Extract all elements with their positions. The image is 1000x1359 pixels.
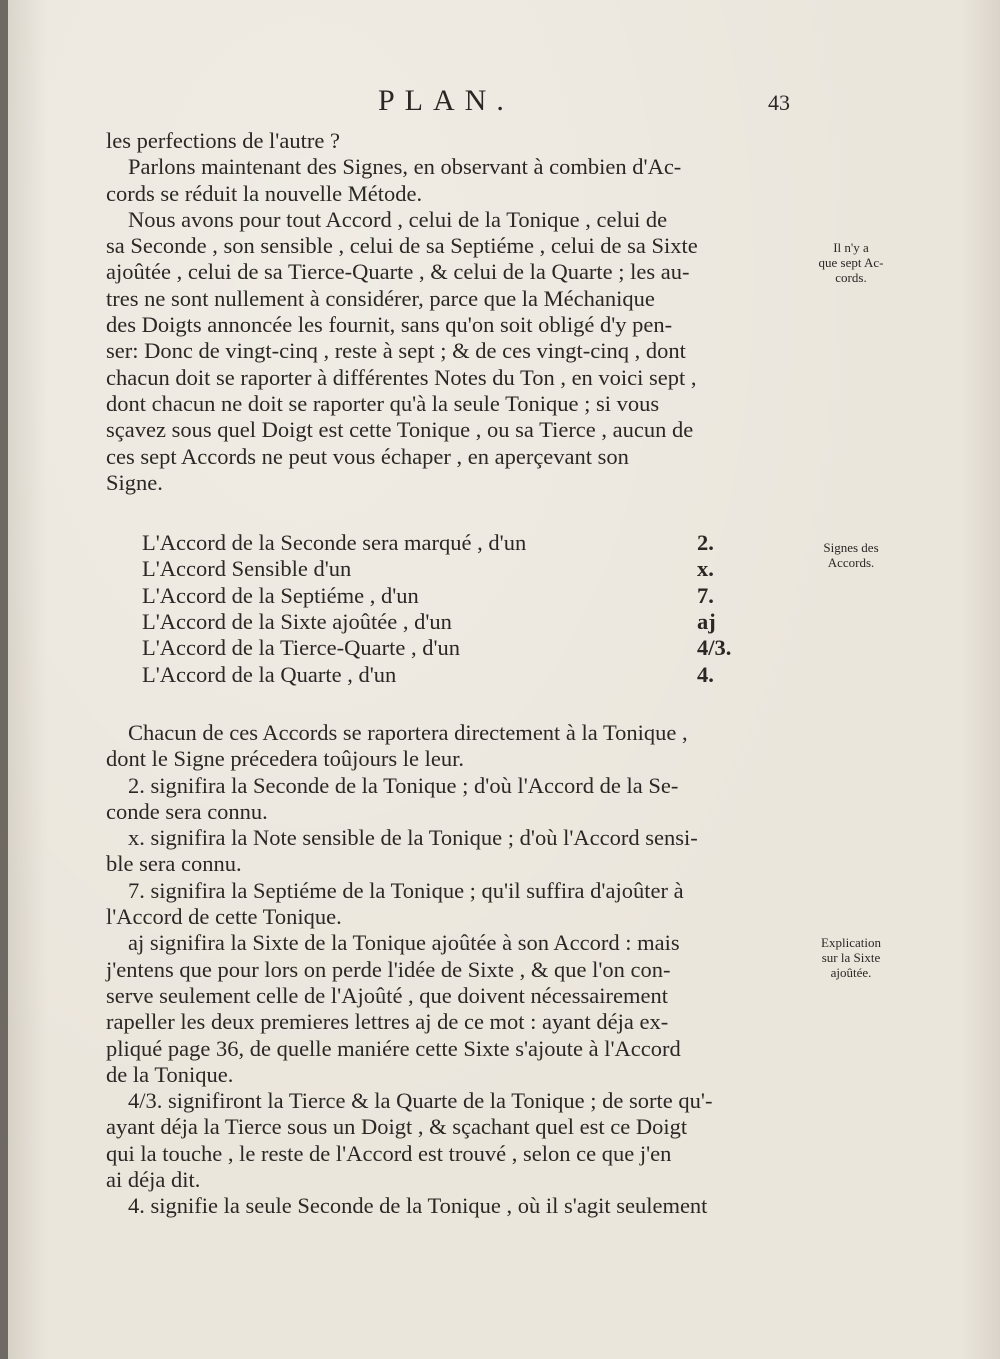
text-line: conde sera connu. [106,798,268,824]
text-line: des Doigts annoncée les fournit, sans qu'on soit obligé d'y pen- [106,312,673,338]
sign-value: 7. [697,582,714,608]
text-line: sa Seconde , son sensible , celui de sa Septiéme , celui de sa Sixte [106,233,698,259]
text-line: les perfections de l'autre ? [106,128,340,153]
text-line: ai déja dit. [106,1166,201,1192]
text-line: dont chacun ne doit se raporter qu'à la seule Tonique ; si vous [106,390,660,416]
sign-value: aj [697,609,716,635]
text-line: pliqué page 36, de quelle maniére cette Sixte s'ajoute à l'Accord [106,1035,681,1061]
paragraph [106,825,796,878]
text-line: ble sera connu. [106,851,242,877]
text-line: Signe. [106,469,163,495]
text-line: tres ne sont nullement à considérer, parce que la Méchanique [106,285,655,311]
text-line: ces sept Accords ne peut vous échaper , en aperçevant son [106,443,629,469]
margin-note [796,240,906,285]
text-line: 7. signifira la Septiéme de la Tonique ; qu'il suffira d'ajoûter à [128,877,684,903]
paragraph [106,1193,796,1219]
paragraph [106,720,796,773]
text-line: ajoûtée , celui de sa Tierce-Quarte , & celui de la Quarte ; les au- [106,259,690,285]
text-line: cords se réduit la nouvelle Métode. [106,180,423,206]
sign-label: L'Accord de la Tierce-Quarte , d'un [142,635,460,661]
text-line: rapeller les deux premieres lettres aj de ce mot : ayant déja ex- [106,1009,669,1035]
text-line: serve seulement celle de l'Ajoûté , que doivent nécessairement [106,982,668,1008]
margin-note-line: Accords. [827,555,875,570]
paragraph [106,773,796,826]
margin-note [796,540,906,570]
sign-label: L'Accord Sensible d'un [142,556,352,582]
page-number: 43 [768,90,790,115]
text-line: qui la touche , le reste de l'Accord est trouvé , selon ce que j'en [106,1140,672,1166]
sign-value: 4/3. [697,635,732,661]
paragraph [106,930,796,1088]
text-line: Chacun de ces Accords se raportera directement à la Tonique , [128,719,688,745]
sign-row [142,556,796,582]
text-line: l'Accord de cette Tonique. [106,904,342,930]
text-line: dont le Signe précedera toûjours le leur. [106,746,465,772]
text-line: 4. signifie la seule Seconde de la Tonique , où il s'agit seulement [128,1193,708,1219]
sign-label: L'Accord de la Sixte ajoûtée , d'un [142,609,452,635]
sign-label: L'Accord de la Seconde sera marqué , d'un [142,530,527,556]
text-line: j'entens que pour lors on perde l'idée de Sixte , & que l'on con- [106,956,671,982]
text-line: chacun doit se raporter à différentes Notes du Ton , en voici sept , [106,364,697,390]
sign-value: 4. [697,661,714,687]
margin-note-line: cords. [835,270,867,285]
margin-note-line: Signes des [823,540,879,555]
running-head: PLAN. [378,84,514,117]
text-line: ser: Donc de vingt-cinq , reste à sept ; & de ces vingt-cinq , dont [106,338,686,364]
paragraph [106,1088,796,1193]
page-body [106,128,796,1220]
margin-note-line: sur la Sixte [821,950,881,965]
margin-note-line: Il n'y a [833,240,869,255]
text-line: de la Tonique. [106,1061,234,1087]
text-line: Parlons maintenant des Signes, en observant à combien d'Ac- [128,154,682,180]
margin-note [796,935,906,980]
text-line: 4/3. signifiront la Tierce & la Quarte de la Tonique ; de sorte qu'- [128,1088,713,1114]
sign-label: L'Accord de la Quarte , d'un [142,661,397,687]
book-page [8,0,1000,1359]
text-line: Nous avons pour tout Accord , celui de la Tonique , celui de [128,206,668,232]
paragraph [106,207,796,496]
margin-note-line: ajoûtée. [830,965,872,980]
sign-value: x. [697,556,714,582]
text-line: 2. signifira la Seconde de la Tonique ; d'où l'Accord de la Se- [128,772,679,798]
text-line: sçavez sous quel Doigt est cette Tonique , ou sa Tierce , aucun de [106,417,694,443]
paragraph [106,128,796,207]
sign-row [142,662,796,688]
signs-list [106,530,796,688]
paragraph [106,878,796,931]
margin-note-line: que sept Ac- [818,255,884,270]
sign-value: 2. [697,530,714,556]
margin-note-line: Explication [821,935,881,950]
sign-row [142,583,796,609]
text-line: ayant déja la Tierce sous un Doigt , & sçachant quel est ce Doigt [106,1114,688,1140]
sign-label: L'Accord de la Septiéme , d'un [142,582,419,608]
text-line: aj signifira la Sixte de la Tonique ajoûtée à son Accord : mais [128,930,680,956]
sign-row [142,609,796,635]
sign-row [142,530,796,556]
text-line: x. signifira la Note sensible de la Tonique ; d'où l'Accord sensi- [128,825,698,851]
page-header [8,78,1000,118]
sign-row [142,635,796,661]
